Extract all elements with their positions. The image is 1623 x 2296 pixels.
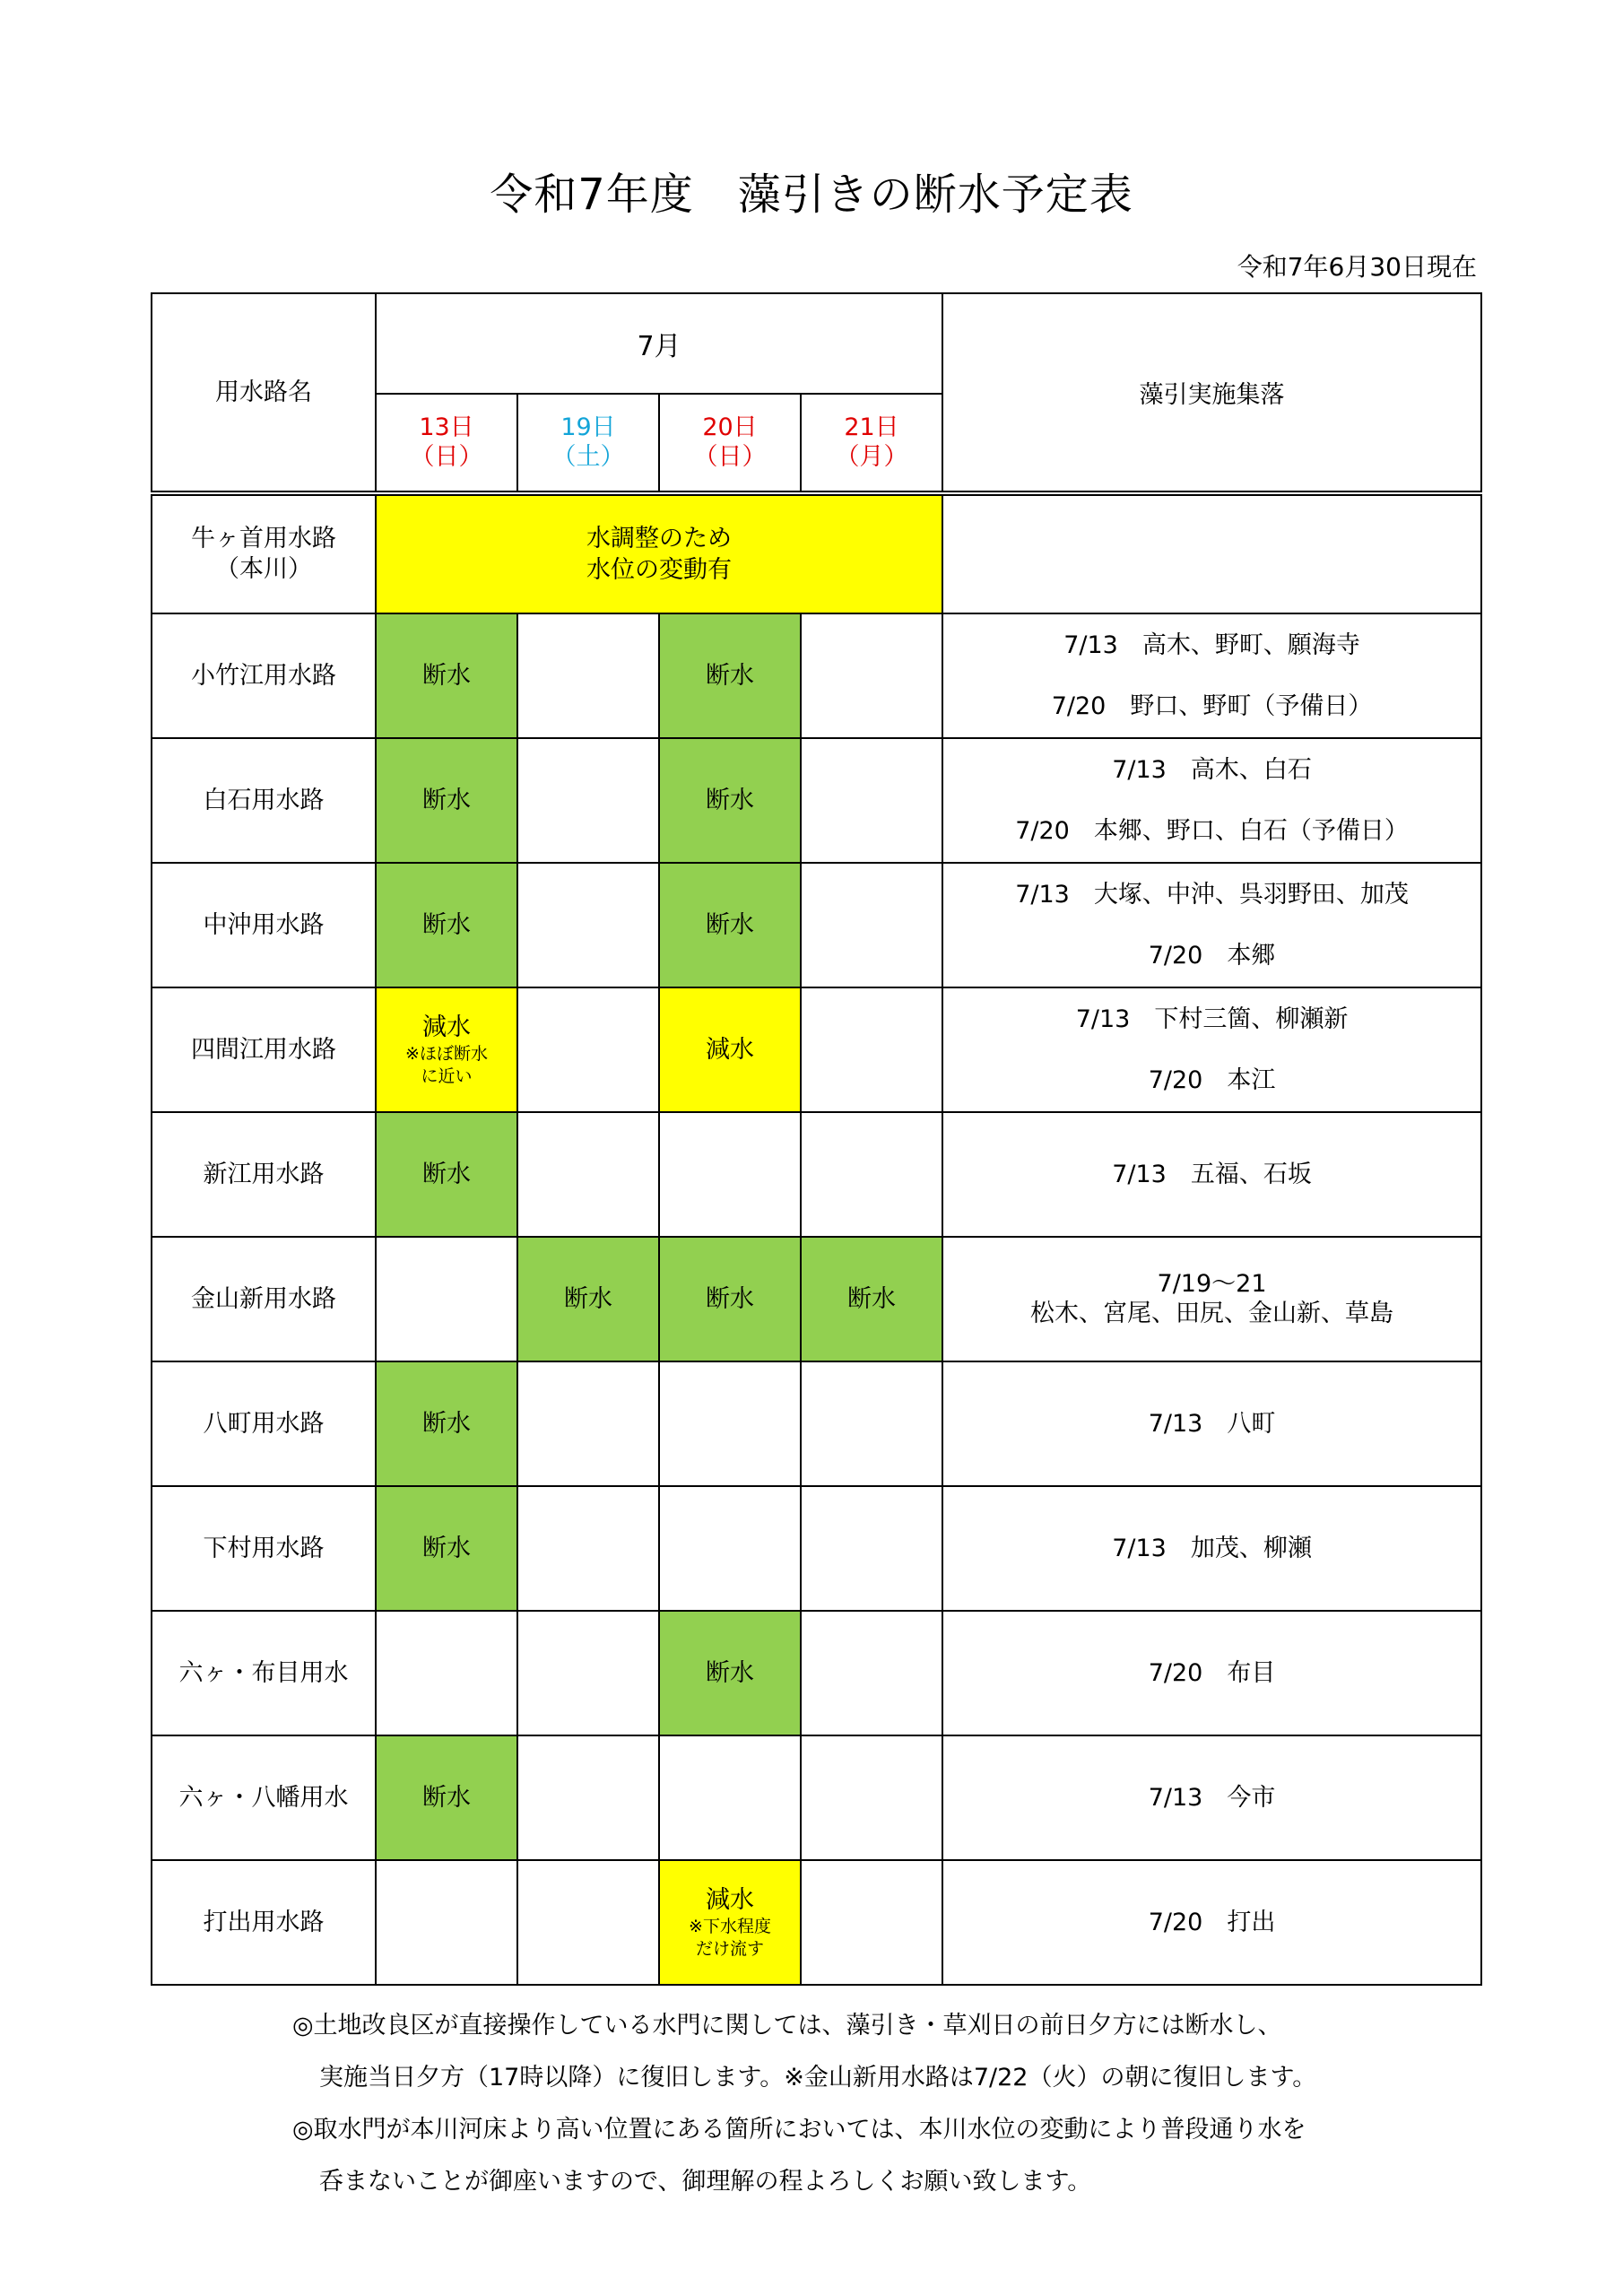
day-date: 13日	[419, 413, 474, 442]
schedule-status: 断水	[422, 1534, 471, 1562]
village-gap	[943, 790, 1480, 812]
village-line: 7/20 本郷、野口、白石（予備日）	[1015, 816, 1409, 845]
day-weekday: （土）	[551, 442, 625, 471]
schedule-status: 断水	[422, 1160, 471, 1188]
village-cell	[942, 493, 1481, 613]
schedule-status: 断水	[847, 1284, 897, 1313]
schedule-cell	[659, 1735, 801, 1860]
day-weekday: （日）	[693, 442, 767, 471]
table-row	[152, 1860, 1481, 1985]
village-line: 7/13 高木、白石	[1112, 756, 1312, 785]
schedule-status: 減水	[706, 1886, 754, 1915]
month-header: 7月	[376, 293, 942, 394]
footnote-line: 実施当日夕方（17時以降）に復旧します。※金山新用水路は7/22（火）の朝に復旧します。	[319, 2064, 1317, 2092]
table-row	[152, 1611, 1481, 1735]
schedule-cell	[517, 738, 659, 863]
table-row	[152, 863, 1481, 987]
schedule-note: ※下水程度	[689, 1917, 771, 1937]
schedule-cell	[376, 1486, 517, 1611]
village-line: 7/20 布目	[1148, 1658, 1276, 1687]
schedule-cell	[801, 987, 942, 1112]
day-weekday: （日）	[410, 442, 483, 471]
schedule-cell	[376, 1860, 517, 1985]
route-name	[152, 1237, 376, 1361]
schedule-cell	[659, 1611, 801, 1735]
schedule-status: 断水	[706, 910, 754, 939]
route-name-line: 金山新用水路	[191, 1284, 336, 1313]
village-line: 松木、宮尾、田尻、金山新、草島	[1030, 1299, 1394, 1327]
table-row	[152, 1486, 1481, 1611]
day-header	[376, 394, 517, 493]
village-line: 7/13 五福、石坂	[1112, 1160, 1312, 1188]
schedule-cell	[801, 1112, 942, 1237]
schedule-status: 断水	[422, 1783, 471, 1812]
village-line: 7/13 加茂、柳瀬	[1112, 1534, 1312, 1562]
schedule-note: に近い	[421, 1066, 473, 1087]
route-name	[152, 738, 376, 863]
village-line: 7/13 大塚、中沖、呉羽野田、加茂	[1015, 881, 1409, 909]
schedule-cell	[659, 1112, 801, 1237]
schedule-note: ※ほぼ断水	[405, 1044, 488, 1065]
schedule-cell	[801, 1611, 942, 1735]
village-line: 7/13 下村三箇、柳瀬新	[1075, 1005, 1349, 1034]
village-line: 7/13 八町	[1148, 1409, 1276, 1438]
route-name-line: 新江用水路	[203, 1160, 325, 1188]
village-line: 7/20 打出	[1148, 1908, 1276, 1936]
schedule-cell	[659, 1486, 801, 1611]
schedule-cell	[659, 987, 801, 1112]
route-name-line: 下村用水路	[203, 1534, 325, 1562]
route-name	[152, 1112, 376, 1237]
schedule-cell	[376, 738, 517, 863]
schedule-cell	[376, 1237, 517, 1361]
schedule-cell	[517, 1611, 659, 1735]
route-name-line: 六ヶ・八幡用水	[178, 1783, 349, 1812]
footnotes	[292, 2000, 1316, 2208]
village-line: 7/13 高木、野町、願海寺	[1063, 631, 1360, 660]
village-cell	[942, 738, 1481, 863]
route-name-line: 六ヶ・布目用水	[178, 1658, 349, 1687]
village-cell	[942, 1237, 1481, 1361]
schedule-table	[151, 292, 1482, 1986]
schedule-cell	[376, 1112, 517, 1237]
route-name	[152, 1860, 376, 1985]
day-date: 21日	[844, 413, 899, 442]
schedule-cell	[517, 1486, 659, 1611]
schedule-status: 断水	[706, 786, 754, 814]
village-line: 7/20 本郷	[1148, 941, 1276, 970]
route-name	[152, 1735, 376, 1860]
schedule-cell	[517, 613, 659, 738]
schedule-cell	[517, 1237, 659, 1361]
table-row	[152, 493, 1481, 613]
village-cell	[942, 1611, 1481, 1735]
route-name-line: 打出用水路	[203, 1908, 325, 1936]
schedule-note: だけ流す	[695, 1939, 764, 1960]
header-row-month	[152, 293, 1481, 394]
schedule-cell	[801, 738, 942, 863]
table-row	[152, 987, 1481, 1112]
village-line: 7/20 本江	[1148, 1065, 1276, 1094]
schedule-status: 減水	[706, 1035, 754, 1064]
schedule-cell	[659, 1361, 801, 1486]
schedule-cell	[517, 1361, 659, 1486]
schedule-cell	[801, 1735, 942, 1860]
route-name	[152, 1486, 376, 1611]
schedule-cell	[376, 1735, 517, 1860]
route-name-line: 四間江用水路	[191, 1035, 336, 1064]
footnote-line: ◎取水門が本川河床より高い位置にある箇所においては、本川水位の変動により普段通り水を	[292, 2116, 1306, 2144]
schedule-status: 断水	[422, 1409, 471, 1438]
merged-notice-line: 水調整のため	[586, 524, 733, 552]
route-name	[152, 863, 376, 987]
schedule-cell	[659, 863, 801, 987]
table-row	[152, 613, 1481, 738]
schedule-status: 断水	[422, 910, 471, 939]
table-row	[152, 1361, 1481, 1486]
schedule-status: 減水	[422, 1013, 471, 1042]
as-of-date: 令和7年6月30日現在	[1237, 252, 1477, 282]
route-name	[152, 1611, 376, 1735]
village-cell	[942, 1860, 1481, 1985]
route-name-line: （本川）	[215, 555, 312, 583]
schedule-status: 断水	[706, 1658, 754, 1687]
schedule-status: 断水	[422, 786, 471, 814]
route-name-line: 白石用水路	[203, 786, 325, 814]
schedule-cell	[517, 1735, 659, 1860]
schedule-cell	[801, 1361, 942, 1486]
village-cell	[942, 1486, 1481, 1611]
schedule-cell	[376, 987, 517, 1112]
schedule-cell	[376, 613, 517, 738]
schedule-cell	[376, 1361, 517, 1486]
schedule-cell	[801, 1486, 942, 1611]
schedule-cell	[659, 1860, 801, 1985]
schedule-status: 断水	[706, 661, 754, 690]
village-cell	[942, 1112, 1481, 1237]
route-name	[152, 493, 376, 613]
route-name	[152, 987, 376, 1112]
schedule-cell	[517, 987, 659, 1112]
schedule-status: 断水	[564, 1284, 612, 1313]
schedule-cell	[376, 1611, 517, 1735]
village-cell	[942, 987, 1481, 1112]
route-name-line: 小竹江用水路	[191, 661, 336, 690]
schedule-cell	[801, 1237, 942, 1361]
schedule-cell	[801, 613, 942, 738]
day-date: 20日	[702, 413, 758, 442]
day-header	[659, 394, 801, 493]
schedule-cell	[659, 738, 801, 863]
schedule-cell	[659, 613, 801, 738]
route-name-line: 八町用水路	[203, 1409, 325, 1438]
route-name-line: 中沖用水路	[203, 910, 325, 939]
village-line: 7/20 野口、野町（予備日）	[1051, 691, 1373, 720]
footnote-line: ◎土地改良区が直接操作している水門に関しては、藻引き・草刈日の前日夕方には断水し、	[292, 2012, 1282, 2039]
village-line: 7/19～21	[1157, 1270, 1267, 1299]
page-title: 令和7年度 藻引きの断水予定表	[490, 170, 1133, 220]
village-line: 7/13 今市	[1148, 1783, 1276, 1812]
footnote-line: 呑まないことが御座いますので、御理解の程よろしくお願い致します。	[319, 2168, 1092, 2196]
schedule-cell	[517, 1860, 659, 1985]
village-cell	[942, 1735, 1481, 1860]
village-gap	[943, 1039, 1480, 1061]
merged-notice-cell	[376, 493, 942, 613]
village-header: 藻引実施集落	[942, 293, 1481, 493]
village-gap	[943, 915, 1480, 936]
schedule-status: 断水	[706, 1284, 754, 1313]
route-name	[152, 613, 376, 738]
schedule-cell	[659, 1237, 801, 1361]
day-header	[801, 394, 942, 493]
schedule-cell	[517, 863, 659, 987]
merged-notice-line: 水位の変動有	[586, 556, 733, 584]
schedule-cell	[376, 863, 517, 987]
day-date: 19日	[560, 413, 616, 442]
schedule-cell	[801, 1860, 942, 1985]
table-row	[152, 738, 1481, 863]
day-header	[517, 394, 659, 493]
village-gap	[943, 665, 1480, 687]
schedule-cell	[801, 863, 942, 987]
schedule-status: 断水	[422, 661, 471, 690]
route-name-line: 牛ヶ首用水路	[191, 525, 336, 553]
village-cell	[942, 1361, 1481, 1486]
day-weekday: （月）	[835, 442, 908, 471]
schedule-cell	[517, 1112, 659, 1237]
village-cell	[942, 613, 1481, 738]
route-name	[152, 1361, 376, 1486]
table-row	[152, 1735, 1481, 1860]
table-row	[152, 1237, 1481, 1361]
route-name-header: 用水路名	[152, 293, 376, 493]
village-cell	[942, 863, 1481, 987]
table-row	[152, 1112, 1481, 1237]
